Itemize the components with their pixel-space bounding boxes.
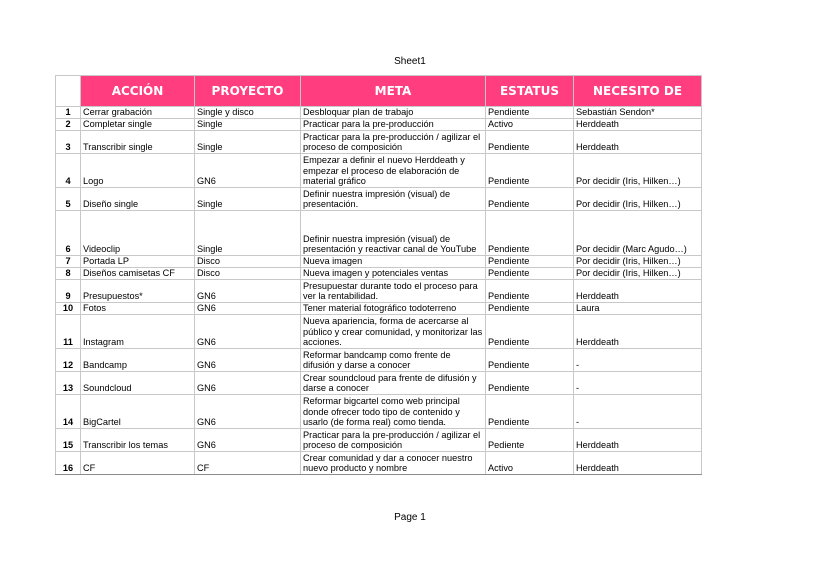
row-number: 11	[56, 315, 81, 349]
row-number: 10	[56, 303, 81, 315]
page-footer: Page 1	[394, 512, 426, 523]
cell-proyecto: Disco	[195, 256, 301, 268]
cell-meta: Practicar para la pre-producción / agilizar el proceso de composición	[301, 131, 486, 154]
cell-meta: Nueva apariencia, forma de acercarse al público y crear comunidad, y monitorizar las acciones.	[301, 315, 486, 349]
cell-meta: Practicar para la pre-producción	[301, 119, 486, 131]
header-necesito-de: NECESITO DE	[574, 76, 702, 107]
corner-cell	[56, 76, 81, 107]
cell-proyecto: GN6	[195, 280, 301, 303]
row-number: 4	[56, 154, 81, 188]
cell-meta: Nueva imagen y potenciales ventas	[301, 268, 486, 280]
table-row	[56, 211, 702, 256]
cell-proyecto: GN6	[195, 395, 301, 429]
cell-estatus: Pendiente	[486, 372, 574, 395]
cell-meta: Definir nuestra impresión (visual) de presentación y reactivar canal de YouTube	[301, 211, 486, 256]
table-row	[56, 303, 702, 315]
table-row	[56, 372, 702, 395]
cell-necesito-de: Por decidir (Iris, Hilken…)	[574, 256, 702, 268]
header-accion: ACCIÓN	[81, 76, 195, 107]
cell-accion: Bandcamp	[81, 349, 195, 372]
cell-accion: Videoclip	[81, 211, 195, 256]
table-row	[56, 268, 702, 280]
cell-estatus: Pendiente	[486, 256, 574, 268]
cell-estatus: Pendiente	[486, 268, 574, 280]
cell-proyecto: Single	[195, 188, 301, 211]
cell-estatus: Activo	[486, 452, 574, 475]
cell-estatus: Pediente	[486, 429, 574, 452]
cell-proyecto: Disco	[195, 268, 301, 280]
cell-proyecto: GN6	[195, 429, 301, 452]
cell-estatus: Pendiente	[486, 315, 574, 349]
cell-accion: Soundcloud	[81, 372, 195, 395]
cell-necesito-de: -	[574, 395, 702, 429]
cell-estatus: Pendiente	[486, 395, 574, 429]
cell-necesito-de: -	[574, 349, 702, 372]
row-number: 14	[56, 395, 81, 429]
header-proyecto: PROYECTO	[195, 76, 301, 107]
cell-meta: Empezar a definir el nuevo Herddeath y empezar el proceso de elaboración de material gráfico	[301, 154, 486, 188]
cell-accion: BigCartel	[81, 395, 195, 429]
table-row	[56, 256, 702, 268]
cell-meta: Reformar bigcartel como web principal donde ofrecer todo tipo de contenido y usarlo (de forma real) como tienda.	[301, 395, 486, 429]
cell-accion: Portada LP	[81, 256, 195, 268]
header-estatus: ESTATUS	[486, 76, 574, 107]
cell-estatus: Pendiente	[486, 349, 574, 372]
row-number: 1	[56, 107, 81, 119]
cell-accion: Cerrar grabación	[81, 107, 195, 119]
cell-meta: Practicar para la pre-producción / agilizar el proceso de composición	[301, 429, 486, 452]
cell-meta: Definir nuestra impresión (visual) de presentación.	[301, 188, 486, 211]
cell-estatus: Pendiente	[486, 154, 574, 188]
cell-proyecto: CF	[195, 452, 301, 475]
cell-estatus: Pendiente	[486, 211, 574, 256]
cell-estatus: Pendiente	[486, 107, 574, 119]
cell-meta: Desbloquar plan de trabajo	[301, 107, 486, 119]
table-row	[56, 188, 702, 211]
cell-necesito-de: Herddeath	[574, 429, 702, 452]
cell-proyecto: Single	[195, 131, 301, 154]
cell-necesito-de: Por decidir (Iris, Hilken…)	[574, 154, 702, 188]
cell-accion: Transcribir los temas	[81, 429, 195, 452]
table-row	[56, 280, 702, 303]
cell-proyecto: GN6	[195, 349, 301, 372]
cell-estatus: Pendiente	[486, 131, 574, 154]
cell-meta: Reformar bandcamp como frente de difusión y darse a conocer	[301, 349, 486, 372]
cell-meta: Presupuestar durante todo el proceso para ver la rentabilidad.	[301, 280, 486, 303]
cell-necesito-de: Herddeath	[574, 119, 702, 131]
cell-accion: Fotos	[81, 303, 195, 315]
cell-necesito-de: -	[574, 372, 702, 395]
row-number: 16	[56, 452, 81, 475]
cell-accion: Completar single	[81, 119, 195, 131]
table-row	[56, 154, 702, 188]
cell-necesito-de: Por decidir (Iris, Hilken…)	[574, 268, 702, 280]
cell-proyecto: GN6	[195, 303, 301, 315]
cell-meta: Crear soundcloud para frente de difusión y darse a conocer	[301, 372, 486, 395]
cell-proyecto: GN6	[195, 315, 301, 349]
table-row	[56, 107, 702, 119]
row-number: 12	[56, 349, 81, 372]
cell-proyecto: GN6	[195, 154, 301, 188]
table-row	[56, 131, 702, 154]
cell-estatus: Pendiente	[486, 188, 574, 211]
cell-accion: Presupuestos*	[81, 280, 195, 303]
row-number: 6	[56, 211, 81, 256]
cell-accion: CF	[81, 452, 195, 475]
table-row	[56, 452, 702, 475]
row-number: 2	[56, 119, 81, 131]
cell-necesito-de: Herddeath	[574, 452, 702, 475]
row-number: 5	[56, 188, 81, 211]
cell-accion: Logo	[81, 154, 195, 188]
cell-accion: Transcribir single	[81, 131, 195, 154]
cell-estatus: Pendiente	[486, 303, 574, 315]
table-row	[56, 395, 702, 429]
task-table	[55, 75, 702, 475]
header-row	[56, 76, 702, 107]
cell-necesito-de: Herddeath	[574, 280, 702, 303]
cell-necesito-de: Laura	[574, 303, 702, 315]
table-row	[56, 119, 702, 131]
table-row	[56, 429, 702, 452]
cell-accion: Instagram	[81, 315, 195, 349]
row-number: 7	[56, 256, 81, 268]
cell-proyecto: Single	[195, 119, 301, 131]
cell-estatus: Activo	[486, 119, 574, 131]
cell-estatus: Pendiente	[486, 280, 574, 303]
cell-necesito-de: Herddeath	[574, 131, 702, 154]
cell-proyecto: Single y disco	[195, 107, 301, 119]
cell-proyecto: GN6	[195, 372, 301, 395]
cell-meta: Nueva imagen	[301, 256, 486, 268]
table-row	[56, 349, 702, 372]
cell-proyecto: Single	[195, 211, 301, 256]
cell-necesito-de: Por decidir (Iris, Hilken…)	[574, 188, 702, 211]
row-number: 15	[56, 429, 81, 452]
cell-meta: Tener material fotográfico todoterreno	[301, 303, 486, 315]
row-number: 13	[56, 372, 81, 395]
table-row	[56, 315, 702, 349]
cell-necesito-de: Por decidir (Marc Agudo…)	[574, 211, 702, 256]
cell-meta: Crear comunidad y dar a conocer nuestro nuevo producto y nombre	[301, 452, 486, 475]
cell-accion: Diseños camisetas CF	[81, 268, 195, 280]
sheet-title: Sheet1	[394, 56, 426, 67]
header-meta: META	[301, 76, 486, 107]
cell-necesito-de: Herddeath	[574, 315, 702, 349]
cell-accion: Diseño single	[81, 188, 195, 211]
row-number: 8	[56, 268, 81, 280]
row-number: 3	[56, 131, 81, 154]
row-number: 9	[56, 280, 81, 303]
cell-necesito-de: Sebastián Sendon*	[574, 107, 702, 119]
